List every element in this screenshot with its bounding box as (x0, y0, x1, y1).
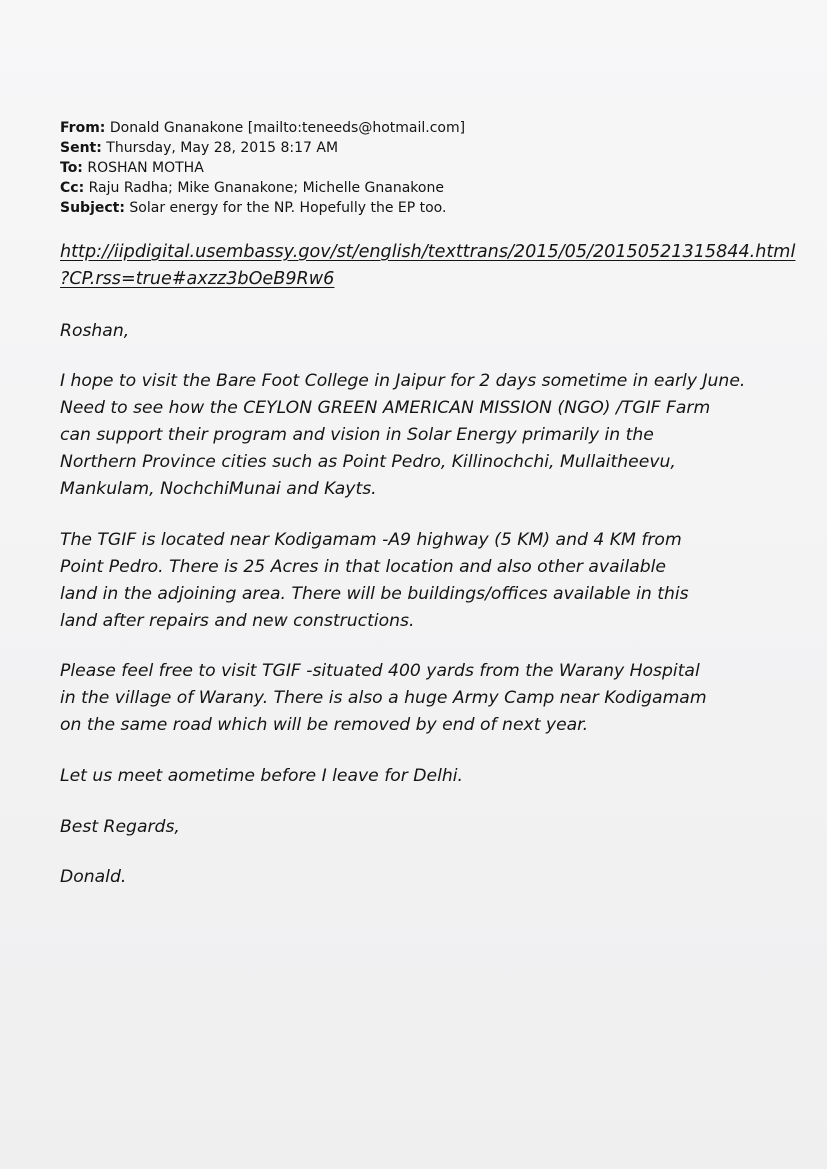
paragraph-line: Mankulam, NochchiMunai and Kayts. (60, 479, 377, 499)
article-link-line-2[interactable]: ?CP.rss=true#axzz3bOeB9Rw6 (60, 269, 335, 289)
sent-label: Sent: (60, 140, 102, 156)
from-row (60, 118, 780, 138)
paragraph-line: Please feel free to visit TGIF -situated 400 yards from the Warany Hospital (60, 661, 700, 681)
from-label: From: (60, 120, 106, 136)
paragraph-3 (60, 658, 820, 739)
paragraph-4: Let us meet aometime before I leave for Delhi. (60, 766, 464, 786)
cc-label: Cc: (60, 180, 85, 196)
paragraph-2 (60, 527, 820, 635)
subject-row (60, 198, 780, 218)
paragraph-1 (60, 368, 820, 503)
sent-value: Thursday, May 28, 2015 8:17 AM (106, 140, 339, 156)
paragraph-line: I hope to visit the Bare Foot College in Jaipur for 2 days sometime in early June. (60, 371, 746, 391)
email-header (60, 118, 780, 218)
paragraph-line: land in the adjoining area. There will be buildings/offices available in this (60, 584, 689, 604)
paragraph-line: in the village of Warany. There is also a huge Army Camp near Kodigamam (60, 688, 707, 708)
paragraph-line: Point Pedro. There is 25 Acres in that location and also other available (60, 557, 667, 577)
paragraph-line: land after repairs and new constructions. (60, 611, 415, 631)
paragraph-line: The TGIF is located near Kodigamam -A9 highway (5 KM) and 4 KM from (60, 530, 682, 550)
greeting: Roshan, (60, 321, 130, 341)
paragraph-line: Need to see how the CEYLON GREEN AMERICAN MISSION (NGO) /TGIF Farm (60, 398, 711, 418)
article-link-line-1[interactable]: http://iipdigital.usembassy.gov/st/english/texttrans/2015/05/20150521315844.html (60, 242, 796, 262)
from-value: Donald Gnanakone [mailto:teneeds@hotmail.com] (109, 120, 466, 136)
to-value: ROSHAN MOTHA (87, 160, 204, 176)
to-row (60, 158, 780, 178)
paragraph-line: can support their program and vision in Solar Energy primarily in the (60, 425, 654, 445)
cc-value: Raju Radha; Mike Gnanakone; Michelle Gnanakone (88, 180, 444, 196)
article-link[interactable] (60, 239, 820, 293)
subject-value: Solar energy for the NP. Hopefully the EP too. (129, 200, 447, 216)
signature: Donald. (60, 867, 127, 887)
to-label: To: (60, 160, 83, 176)
cc-row (60, 178, 780, 198)
sent-row (60, 138, 780, 158)
closing: Best Regards, (60, 817, 180, 837)
subject-label: Subject: (60, 200, 125, 216)
paragraph-line: on the same road which will be removed by end of next year. (60, 715, 589, 735)
paragraph-line: Northern Province cities such as Point Pedro, Killinochchi, Mullaitheevu, (60, 452, 676, 472)
